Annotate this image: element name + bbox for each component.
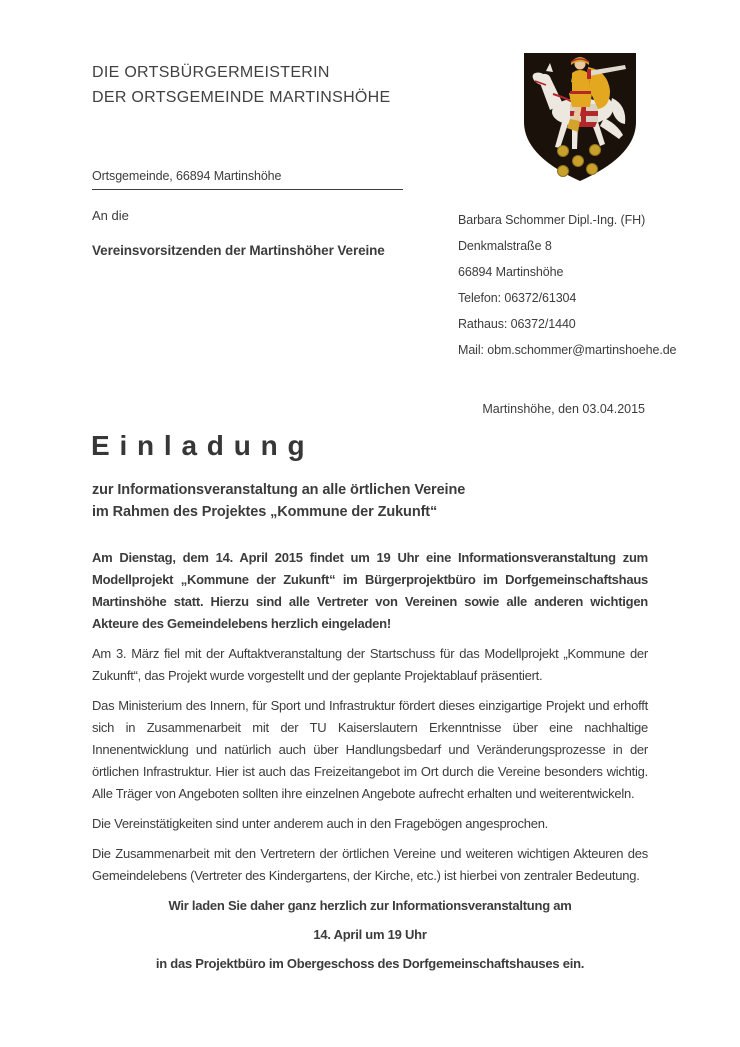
contact-line-phone: Telefon: 06372/61304 <box>458 291 577 305</box>
letter-title: E i n l a d u n g <box>91 430 306 461</box>
contact-line-name: Barbara Schommer Dipl.-Ing. (FH) <box>458 213 646 227</box>
contact-line-street: Denkmalstraße 8 <box>458 239 552 253</box>
body-paragraph: Am 3. März fiel mit der Auftaktveranstaltung der Startschuss für das Modellprojekt „Kommune der Zukunft“, das Projekt wurde vorgestellt und der geplante Projektablauf präsentiert. <box>92 646 648 683</box>
coat-of-arms <box>520 50 640 185</box>
recipient-name: Vereinsvorsitzenden der Martinshöher Vereine <box>92 243 385 258</box>
recipient-salutation: An die <box>92 208 129 223</box>
subtitle-line-2: im Rahmen des Projektes „Kommune der Zukunft“ <box>92 504 438 520</box>
contact-line-city: 66894 Martinshöhe <box>458 265 564 279</box>
contact-line-mail: Mail: obm.schommer@martinshoehe.de <box>458 343 677 357</box>
body-paragraph: Die Vereinstätigkeiten sind unter anderem auch in den Fragebögen angesprochen. <box>92 816 549 831</box>
letter-body <box>92 547 648 982</box>
body-paragraph: Am Dienstag, dem 14. April 2015 findet um 19 Uhr eine Informationsveranstaltung zum Modellprojekt „Kommune der Zukunft“ im Bürgerprojektbüro im Dorfgemeinschaftshaus Martinshöhe statt. Hierzu sind alle Vertreter von Vereinen sowie alle anderen wichtigen Akteure des Gemeindelebens herzlich eingeladen! <box>92 550 648 631</box>
body-paragraph: Das Ministerium des Innern, für Sport und Infrastruktur fördert dieses einzigartige Projekt und erhofft sich in Zusammenarbeit mit der TU Kaiserslautern Erkenntnisse über eine nachhaltige Innenentwicklung und natürlich auch über Handlungsbedarf und Veränderungsprozesse in der örtlichen Infrastruktur. Hier ist auch das Freizeitangebot im Ort durch die Vereine besonders wichtig. Alle Träger von Angeboten sollten ihre einzelnen Angebote aufrecht erhalten und weiterentwickeln. <box>92 698 648 801</box>
closing-line: 14. April um 19 Uhr <box>313 927 427 942</box>
contact-line-townhall: Rathaus: 06372/1440 <box>458 317 576 331</box>
subtitle-line-1: zur Informationsveranstaltung an alle örtlichen Vereine <box>92 482 466 498</box>
contact-block <box>458 207 676 363</box>
closing-invitation <box>92 895 648 975</box>
sender-header <box>92 60 391 110</box>
closing-line: Wir laden Sie daher ganz herzlich zur Informationsveranstaltung am <box>168 898 572 913</box>
sender-line-2: DER ORTSGEMEINDE MARTINSHÖHE <box>92 89 391 106</box>
closing-line: in das Projektbüro im Obergeschoss des Dorfgemeinschaftshauses ein. <box>155 956 585 971</box>
body-paragraph: Die Zusammenarbeit mit den Vertretern der örtlichen Vereine und weiteren wichtigen Akteuren des Gemeindelebens (Vertreter des Kindergartens, der Kirche, etc.) ist hierbei von zentraler Bedeutung. <box>92 846 648 883</box>
coat-of-arms-image <box>520 50 640 185</box>
sender-line-1: DIE ORTSBÜRGERMEISTERIN <box>92 64 330 81</box>
letter-subtitle <box>92 479 465 523</box>
dateline: Martinshöhe, den 03.04.2015 <box>482 402 645 416</box>
return-address-line: Ortsgemeinde, 66894 Martinshöhe <box>92 169 403 190</box>
